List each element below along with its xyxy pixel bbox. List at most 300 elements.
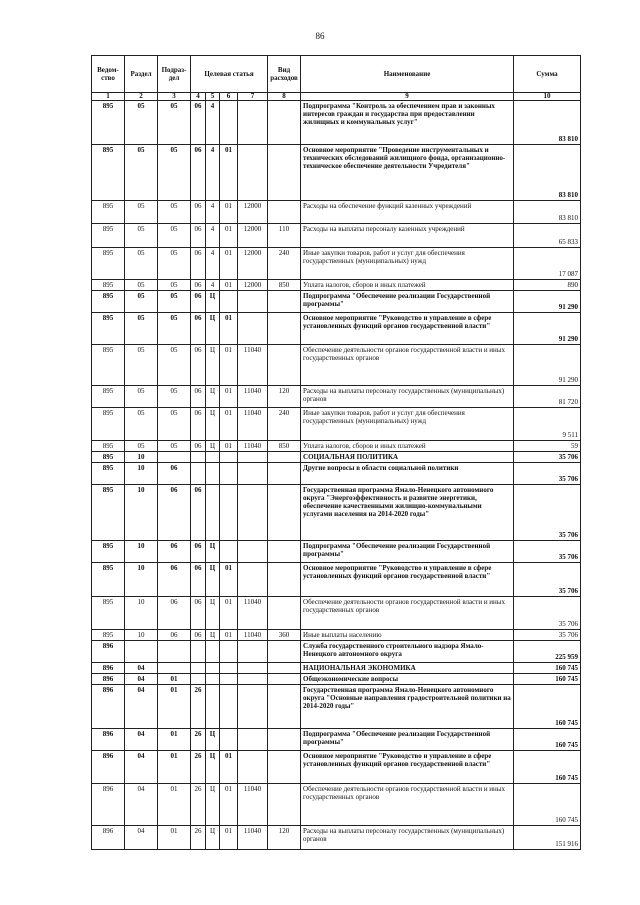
- section-code-cell: 05: [125, 313, 158, 345]
- target-direction-cell: 11040: [238, 386, 268, 408]
- amount-cell: 59: [514, 441, 581, 452]
- target-program-cell: 06: [191, 101, 206, 145]
- subsection-code-cell: [158, 663, 191, 674]
- section-code-cell: 10: [125, 452, 158, 463]
- section-code-cell: 10: [125, 463, 158, 485]
- amount-cell: 35 706: [514, 452, 581, 463]
- subsection-code-cell: 06: [158, 563, 191, 597]
- table-row: [92, 452, 581, 463]
- table-row: [92, 248, 581, 280]
- column-number: 5: [206, 93, 220, 101]
- table-row: [92, 641, 581, 663]
- target-direction-cell: 11040: [238, 345, 268, 386]
- target-program-cell: 06: [191, 224, 206, 248]
- target-direction-cell: [238, 674, 268, 685]
- column-number: 2: [125, 93, 158, 101]
- target-event-cell: [220, 541, 238, 563]
- column-number: 10: [514, 93, 581, 101]
- item-name-cell: Подпрограмма "Обеспечение реализации Государственной программы": [301, 291, 514, 313]
- subsection-code-cell: 05: [158, 291, 191, 313]
- amount-cell: 35 706: [514, 630, 581, 641]
- expense-type-cell: 110: [268, 224, 301, 248]
- subsection-code-cell: 05: [158, 386, 191, 408]
- subsection-code-cell: 01: [158, 674, 191, 685]
- table-row: [92, 291, 581, 313]
- target-direction-cell: [238, 313, 268, 345]
- column-number: 7: [238, 93, 268, 101]
- amount-cell: 91 290: [514, 313, 581, 345]
- target-subprogram-cell: Ц: [206, 386, 220, 408]
- amount-cell: 160 745: [514, 784, 581, 826]
- section-code-cell: 05: [125, 386, 158, 408]
- amount-cell: 83 810: [514, 201, 581, 224]
- table-row: [92, 826, 581, 850]
- amount-cell: 9 511: [514, 408, 581, 441]
- target-program-cell: 06: [191, 563, 206, 597]
- expense-type-cell: [268, 663, 301, 674]
- ministry-code-cell: 895: [92, 145, 125, 201]
- ministry-code-cell: 895: [92, 101, 125, 145]
- budget-table-body: [92, 101, 581, 850]
- target-direction-cell: 11040: [238, 826, 268, 850]
- target-program-cell: 06: [191, 541, 206, 563]
- target-direction-cell: 12000: [238, 201, 268, 224]
- expense-type-cell: [268, 463, 301, 485]
- section-code-cell: 04: [125, 784, 158, 826]
- target-subprogram-cell: [206, 463, 220, 485]
- expense-type-cell: [268, 784, 301, 826]
- ministry-code-cell: 895: [92, 248, 125, 280]
- target-program-cell: 26: [191, 751, 206, 784]
- target-event-cell: 01: [220, 408, 238, 441]
- subsection-code-cell: 06: [158, 485, 191, 541]
- target-event-cell: 01: [220, 784, 238, 826]
- expense-type-cell: [268, 201, 301, 224]
- target-program-cell: 06: [191, 386, 206, 408]
- target-event-cell: 01: [220, 597, 238, 630]
- table-row: [92, 663, 581, 674]
- ministry-code-cell: 895: [92, 313, 125, 345]
- target-subprogram-cell: Ц: [206, 345, 220, 386]
- subsection-code-cell: 01: [158, 784, 191, 826]
- header-target-article: Целевая статья: [191, 56, 268, 93]
- target-direction-cell: [238, 463, 268, 485]
- subsection-code-cell: 05: [158, 441, 191, 452]
- table-row: [92, 313, 581, 345]
- ministry-code-cell: 896: [92, 685, 125, 729]
- expense-type-cell: [268, 597, 301, 630]
- table-row: [92, 280, 581, 291]
- section-code-cell: [125, 641, 158, 663]
- target-direction-cell: 11040: [238, 784, 268, 826]
- subsection-code-cell: 06: [158, 630, 191, 641]
- expense-type-cell: [268, 729, 301, 751]
- item-name-cell: Расходы на выплаты персоналу государственных (муниципальных) органов: [301, 386, 514, 408]
- amount-cell: 160 745: [514, 751, 581, 784]
- ministry-code-cell: 896: [92, 674, 125, 685]
- item-name-cell: Основное мероприятие "Руководство и управление в сфере установленных функций органов государственной власти": [301, 563, 514, 597]
- target-event-cell: [220, 291, 238, 313]
- ministry-code-cell: 895: [92, 463, 125, 485]
- target-program-cell: 06: [191, 145, 206, 201]
- item-name-cell: Государственная программа Ямало-Ненецкого автономного округа "Основные направления градостроительной политики на 2014-2020 годы": [301, 685, 514, 729]
- target-direction-cell: [238, 685, 268, 729]
- amount-cell: 151 916: [514, 826, 581, 850]
- target-subprogram-cell: Ц: [206, 313, 220, 345]
- amount-cell: 225 959: [514, 641, 581, 663]
- target-direction-cell: [238, 541, 268, 563]
- target-subprogram-cell: Ц: [206, 563, 220, 597]
- table-row: [92, 597, 581, 630]
- target-program-cell: 06: [191, 201, 206, 224]
- target-event-cell: 01: [220, 563, 238, 597]
- subsection-code-cell: 05: [158, 345, 191, 386]
- target-subprogram-cell: Ц: [206, 408, 220, 441]
- expense-type-cell: [268, 313, 301, 345]
- budget-table: [91, 55, 581, 850]
- table-row: [92, 685, 581, 729]
- amount-cell: 35 706: [514, 597, 581, 630]
- amount-cell: 91 290: [514, 291, 581, 313]
- ministry-code-cell: 896: [92, 751, 125, 784]
- expense-type-cell: [268, 345, 301, 386]
- target-program-cell: 06: [191, 313, 206, 345]
- target-program-cell: [191, 452, 206, 463]
- subsection-code-cell: 06: [158, 463, 191, 485]
- subsection-code-cell: 05: [158, 280, 191, 291]
- target-direction-cell: [238, 452, 268, 463]
- section-code-cell: 10: [125, 563, 158, 597]
- target-program-cell: 26: [191, 784, 206, 826]
- ministry-code-cell: 895: [92, 452, 125, 463]
- subsection-code-cell: 06: [158, 597, 191, 630]
- ministry-code-cell: 895: [92, 441, 125, 452]
- ministry-code-cell: 896: [92, 826, 125, 850]
- item-name-cell: Иные выплаты населению: [301, 630, 514, 641]
- target-event-cell: 01: [220, 751, 238, 784]
- target-program-cell: 06: [191, 441, 206, 452]
- section-code-cell: 10: [125, 541, 158, 563]
- target-subprogram-cell: [206, 685, 220, 729]
- amount-cell: 17 087: [514, 248, 581, 280]
- header-amount: Сумма: [514, 56, 581, 93]
- table-row: [92, 441, 581, 452]
- ministry-code-cell: 895: [92, 291, 125, 313]
- expense-type-cell: [268, 563, 301, 597]
- subsection-code-cell: 05: [158, 224, 191, 248]
- target-program-cell: 06: [191, 630, 206, 641]
- ministry-code-cell: 895: [92, 280, 125, 291]
- amount-cell: 65 833: [514, 224, 581, 248]
- item-name-cell: Расходы на выплаты персоналу казенных учреждений: [301, 224, 514, 248]
- target-event-cell: [220, 641, 238, 663]
- subsection-code-cell: 05: [158, 145, 191, 201]
- page-number: 86: [315, 31, 325, 41]
- target-direction-cell: [238, 563, 268, 597]
- item-name-cell: Основное мероприятие "Руководство и управление в сфере установленных функций органов государственной власти": [301, 751, 514, 784]
- expense-type-cell: [268, 291, 301, 313]
- expense-type-cell: [268, 485, 301, 541]
- target-direction-cell: 12000: [238, 248, 268, 280]
- amount-cell: 35 706: [514, 463, 581, 485]
- ministry-code-cell: 895: [92, 485, 125, 541]
- target-subprogram-cell: Ц: [206, 291, 220, 313]
- target-subprogram-cell: 4: [206, 201, 220, 224]
- target-program-cell: 26: [191, 729, 206, 751]
- target-event-cell: [220, 463, 238, 485]
- ministry-code-cell: 896: [92, 784, 125, 826]
- target-event-cell: 01: [220, 313, 238, 345]
- section-code-cell: 05: [125, 248, 158, 280]
- column-number: 4: [191, 93, 206, 101]
- item-name-cell: Основное мероприятие "Руководство и управление в сфере установленных функций органов государственной власти": [301, 313, 514, 345]
- item-name-cell: Подпрограмма "Обеспечение реализации Государственной программы": [301, 729, 514, 751]
- target-program-cell: 06: [191, 485, 206, 541]
- section-code-cell: 05: [125, 145, 158, 201]
- table-row: [92, 201, 581, 224]
- item-name-cell: Подпрограмма "Обеспечение реализации Государственной программы": [301, 541, 514, 563]
- target-subprogram-cell: Ц: [206, 729, 220, 751]
- table-row: [92, 145, 581, 201]
- ministry-code-cell: 895: [92, 345, 125, 386]
- item-name-cell: Государственная программа Ямало-Ненецкого автономного округа "Энергоэффективность и развитие энергетики, обеспечение качественными жилищно-коммунальными услугами населения на 2014-2020 годы": [301, 485, 514, 541]
- item-name-cell: Общеэкономические вопросы: [301, 674, 514, 685]
- item-name-cell: Обеспечение деятельности органов государственной власти и иных государственных органов: [301, 784, 514, 826]
- expense-type-cell: [268, 541, 301, 563]
- amount-cell: 35 706: [514, 485, 581, 541]
- target-direction-cell: [238, 101, 268, 145]
- expense-type-cell: 120: [268, 386, 301, 408]
- target-event-cell: [220, 101, 238, 145]
- target-event-cell: 01: [220, 280, 238, 291]
- item-name-cell: Основное мероприятие "Проведение инструментальных и технических обследований жилищного фонда, организационно-техническое обеспечение деятельности Учредителя": [301, 145, 514, 201]
- item-name-cell: Обеспечение деятельности органов государственной власти и иных государственных органов: [301, 597, 514, 630]
- amount-cell: 160 745: [514, 663, 581, 674]
- target-event-cell: 01: [220, 630, 238, 641]
- target-program-cell: 06: [191, 597, 206, 630]
- target-subprogram-cell: 4: [206, 224, 220, 248]
- table-row: [92, 408, 581, 441]
- target-event-cell: 01: [220, 248, 238, 280]
- target-event-cell: [220, 729, 238, 751]
- target-subprogram-cell: Ц: [206, 751, 220, 784]
- table-row: [92, 729, 581, 751]
- amount-cell: 81 720: [514, 386, 581, 408]
- section-code-cell: 04: [125, 663, 158, 674]
- section-code-cell: 04: [125, 729, 158, 751]
- subsection-code-cell: 01: [158, 826, 191, 850]
- ministry-code-cell: 895: [92, 386, 125, 408]
- table-row: [92, 674, 581, 685]
- column-number: 6: [220, 93, 238, 101]
- target-event-cell: [220, 685, 238, 729]
- target-subprogram-cell: Ц: [206, 826, 220, 850]
- ministry-code-cell: 895: [92, 541, 125, 563]
- section-code-cell: 10: [125, 485, 158, 541]
- ministry-code-cell: 896: [92, 663, 125, 674]
- target-program-cell: [191, 463, 206, 485]
- target-subprogram-cell: [206, 663, 220, 674]
- table-row: [92, 463, 581, 485]
- target-direction-cell: [238, 751, 268, 784]
- section-code-cell: 04: [125, 685, 158, 729]
- amount-cell: 160 745: [514, 674, 581, 685]
- section-code-cell: 05: [125, 280, 158, 291]
- ministry-code-cell: 895: [92, 408, 125, 441]
- target-event-cell: 01: [220, 386, 238, 408]
- amount-cell: 160 745: [514, 729, 581, 751]
- target-program-cell: 06: [191, 291, 206, 313]
- target-subprogram-cell: Ц: [206, 630, 220, 641]
- amount-cell: 160 745: [514, 685, 581, 729]
- target-direction-cell: 12000: [238, 224, 268, 248]
- target-subprogram-cell: 4: [206, 145, 220, 201]
- section-code-cell: 10: [125, 630, 158, 641]
- expense-type-cell: [268, 685, 301, 729]
- target-subprogram-cell: 4: [206, 280, 220, 291]
- ministry-code-cell: 896: [92, 641, 125, 663]
- target-event-cell: [220, 452, 238, 463]
- subsection-code-cell: 01: [158, 751, 191, 784]
- subsection-code-cell: [158, 641, 191, 663]
- target-event-cell: 01: [220, 826, 238, 850]
- subsection-code-cell: 05: [158, 313, 191, 345]
- table-row: [92, 541, 581, 563]
- table-row: [92, 751, 581, 784]
- section-code-cell: 05: [125, 291, 158, 313]
- item-name-cell: Иные закупки товаров, работ и услуг для обеспечения государственных (муниципальных) нужд: [301, 408, 514, 441]
- amount-cell: 91 290: [514, 345, 581, 386]
- target-direction-cell: [238, 145, 268, 201]
- section-code-cell: 05: [125, 224, 158, 248]
- amount-cell: 890: [514, 280, 581, 291]
- section-code-cell: 05: [125, 201, 158, 224]
- header-row: [92, 56, 581, 93]
- item-name-cell: Обеспечение деятельности органов государственной власти и иных государственных органов: [301, 345, 514, 386]
- expense-type-cell: 240: [268, 248, 301, 280]
- header-subsection: Подраз-дел: [158, 56, 191, 93]
- target-subprogram-cell: Ц: [206, 597, 220, 630]
- section-code-cell: 05: [125, 441, 158, 452]
- target-direction-cell: [238, 485, 268, 541]
- column-number: 9: [301, 93, 514, 101]
- header-ministry: Ведом-ство: [92, 56, 125, 93]
- target-direction-cell: 11040: [238, 597, 268, 630]
- table-row: [92, 630, 581, 641]
- item-name-cell: Уплата налогов, сборов и иных платежей: [301, 441, 514, 452]
- target-event-cell: 01: [220, 345, 238, 386]
- target-subprogram-cell: Ц: [206, 541, 220, 563]
- expense-type-cell: [268, 145, 301, 201]
- column-number: 3: [158, 93, 191, 101]
- amount-cell: 35 706: [514, 541, 581, 563]
- column-number-row: [92, 93, 581, 101]
- target-direction-cell: [238, 641, 268, 663]
- header-section: Раздел: [125, 56, 158, 93]
- target-subprogram-cell: 4: [206, 248, 220, 280]
- target-event-cell: [220, 674, 238, 685]
- target-subprogram-cell: Ц: [206, 441, 220, 452]
- target-subprogram-cell: [206, 641, 220, 663]
- amount-cell: 35 706: [514, 563, 581, 597]
- expense-type-cell: [268, 674, 301, 685]
- expense-type-cell: 120: [268, 826, 301, 850]
- section-code-cell: 10: [125, 597, 158, 630]
- ministry-code-cell: 895: [92, 224, 125, 248]
- amount-cell: 83 810: [514, 101, 581, 145]
- target-direction-cell: 11040: [238, 441, 268, 452]
- table-row: [92, 101, 581, 145]
- ministry-code-cell: 895: [92, 597, 125, 630]
- section-code-cell: 04: [125, 826, 158, 850]
- column-number: 8: [268, 93, 301, 101]
- target-program-cell: [191, 663, 206, 674]
- subsection-code-cell: 06: [158, 541, 191, 563]
- target-subprogram-cell: 4: [206, 101, 220, 145]
- target-event-cell: 01: [220, 145, 238, 201]
- expense-type-cell: [268, 101, 301, 145]
- amount-cell: 83 810: [514, 145, 581, 201]
- table-row: [92, 485, 581, 541]
- header-name: Наименование: [301, 56, 514, 93]
- target-program-cell: [191, 641, 206, 663]
- expense-type-cell: [268, 641, 301, 663]
- target-event-cell: 01: [220, 441, 238, 452]
- target-direction-cell: [238, 729, 268, 751]
- section-code-cell: 05: [125, 408, 158, 441]
- item-name-cell: СОЦИАЛЬНАЯ ПОЛИТИКА: [301, 452, 514, 463]
- target-program-cell: 06: [191, 408, 206, 441]
- target-event-cell: [220, 663, 238, 674]
- header-expense-type: Вид расходов: [268, 56, 301, 93]
- subsection-code-cell: 05: [158, 248, 191, 280]
- target-direction-cell: [238, 291, 268, 313]
- item-name-cell: Другие вопросы в области социальной политики: [301, 463, 514, 485]
- ministry-code-cell: 895: [92, 563, 125, 597]
- column-number: 1: [92, 93, 125, 101]
- expense-type-cell: 360: [268, 630, 301, 641]
- item-name-cell: Служба государственного строительного надзора Ямало-Ненецкого автономного округа: [301, 641, 514, 663]
- table-row: [92, 563, 581, 597]
- target-subprogram-cell: [206, 674, 220, 685]
- section-code-cell: 04: [125, 751, 158, 784]
- expense-type-cell: 240: [268, 408, 301, 441]
- item-name-cell: НАЦИОНАЛЬНАЯ ЭКОНОМИКА: [301, 663, 514, 674]
- section-code-cell: 05: [125, 101, 158, 145]
- target-direction-cell: 11040: [238, 408, 268, 441]
- item-name-cell: Расходы на выплаты персоналу государственных (муниципальных) органов: [301, 826, 514, 850]
- target-program-cell: 26: [191, 826, 206, 850]
- expense-type-cell: [268, 751, 301, 784]
- ministry-code-cell: 895: [92, 630, 125, 641]
- target-subprogram-cell: Ц: [206, 784, 220, 826]
- target-direction-cell: 11040: [238, 630, 268, 641]
- item-name-cell: Расходы на обеспечение функций казенных учреждений: [301, 201, 514, 224]
- subsection-code-cell: 01: [158, 685, 191, 729]
- target-subprogram-cell: [206, 485, 220, 541]
- item-name-cell: Подпрограмма "Контроль за обеспечением прав и законных интересов граждан и государства при предоставлении жилищных и коммунальных услуг": [301, 101, 514, 145]
- subsection-code-cell: 05: [158, 408, 191, 441]
- target-program-cell: 06: [191, 345, 206, 386]
- target-event-cell: [220, 485, 238, 541]
- subsection-code-cell: 05: [158, 101, 191, 145]
- table-row: [92, 345, 581, 386]
- target-program-cell: [191, 674, 206, 685]
- section-code-cell: 05: [125, 345, 158, 386]
- subsection-code-cell: 01: [158, 729, 191, 751]
- target-program-cell: 06: [191, 248, 206, 280]
- table-row: [92, 224, 581, 248]
